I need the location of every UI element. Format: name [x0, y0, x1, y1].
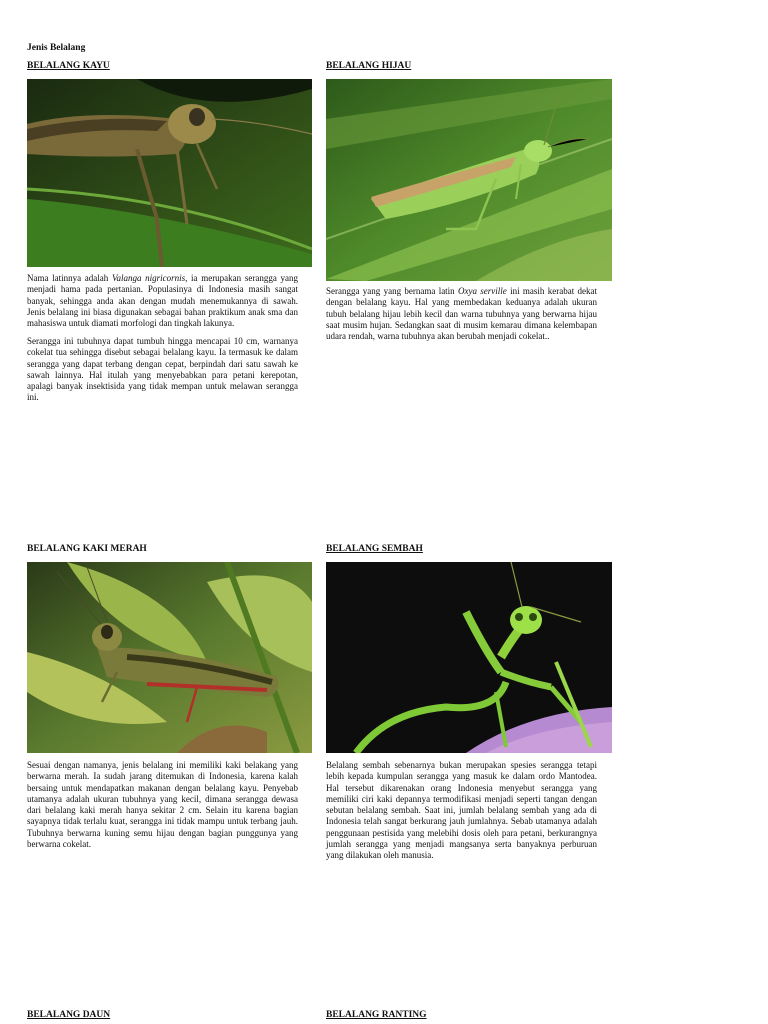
latin-name-oxya: Oxya serville	[458, 286, 507, 296]
heading-belalang-daun: BELALANG DAUN	[27, 1010, 111, 1020]
paragraph-belalang-kaki-merah: Sesuai dengan namanya, jenis belalang ini memiliki kaki belakang yang berwarna merah. Ia sudah jarang ditemukan di Indonesia, karena kalah bersaing untuk mendapatkan makanan dengan belalang kayu. Penyebab utamanya adalah ukuran tubuhnya yang kecil, dimana serangga dewasa dari belalang kaki merah hanya sekitar 2 cm. Selain itu karena bagian sayapnya tidak terlalu kuat, serangga ini tidak mampu untuk terbang jauh. Tubuhnya berwarna kuning semu hijau dengan bagian punggunya yang berwarna cokelat.	[27, 760, 298, 850]
photo-belalang-kaki-merah	[27, 562, 312, 753]
heading-belalang-hijau: BELALANG HIJAU	[326, 61, 412, 71]
paragraph-belalang-kayu-2: Serangga ini tubuhnya dapat tumbuh hingga mencapai 10 cm, warnanya cokelat tua sehingga disebut sebagai belalang kayu. Ia termasuk ke dalam serangga yang dapat terbang dengan cepat, berpindah dari satu sawah ke sawah lainnya. Hal itulah yang menyebabkan para petani kerepotan, apalagi banyak insektisida yang tidak mempan untuk melawan serangga ini.	[27, 336, 298, 403]
paragraph-belalang-kayu-1: Nama latinnya adalah Valanga nigricornis, ia merupakan serangga yang menjadi hama pada pertanian. Populasinya di Indonesia masih sangat banyak, sehingga anda akan dengan mudah menemukannya di sawah. Jenis belalang ini biasa digunakan sebagai bahan praktikum anak sma dan mahasiswa untuk diamati morfologi dan tingkah lakunya.	[27, 273, 298, 329]
document-title: Jenis Belalang	[27, 43, 86, 53]
heading-belalang-kaki-merah: BELALANG KAKI MERAH	[27, 544, 147, 554]
photo-belalang-hijau	[326, 79, 612, 281]
heading-belalang-sembah: BELALANG SEMBAH	[326, 544, 423, 554]
paragraph-belalang-hijau: Serangga yang yang bernama latin Oxya serville ini masih kerabat dekat dengan belalang kayu. Hal yang membedakan keduanya adalah ukuran tubuh belalang hijau lebih kecil dan warna tubuhnya yang berwarna hijau saat musim hujan. Sedangkan saat di musim kemarau dimana kelembapan udara rendah, warna tubuhnya akan berubah menjadi cokelat..	[326, 286, 597, 342]
heading-belalang-ranting: BELALANG RANTING	[326, 1010, 427, 1020]
heading-belalang-kayu: BELALANG KAYU	[27, 61, 110, 71]
photo-belalang-sembah	[326, 562, 612, 753]
paragraph-belalang-sembah: Belalang sembah sebenarnya bukan merupakan spesies serangga tetapi lebih kepada kumpulan serangga yang masuk ke dalam ordo Mantodea. Hal tersebut dikarenakan orang Indonesia menyebut serangga yang memiliki ciri kaki depannya termodifikasi menjadi seperti tangan dengan sebutan belalang sembah. Saat ini, jumlah belalang sembah yang ada di Indonesia telah sangat berkurang jauh jumlahnya. Sebab utamanya adalah penggunaan pestisida yang melebihi dosis oleh para petani, berkurangnya jumlah serangga yang menjadi mangsanya serta banyaknya perburuan yang dilakukan oleh manusia.	[326, 760, 597, 861]
latin-name-valanga: Valanga nigricornis	[111, 273, 186, 283]
photo-belalang-kayu	[27, 79, 312, 267]
